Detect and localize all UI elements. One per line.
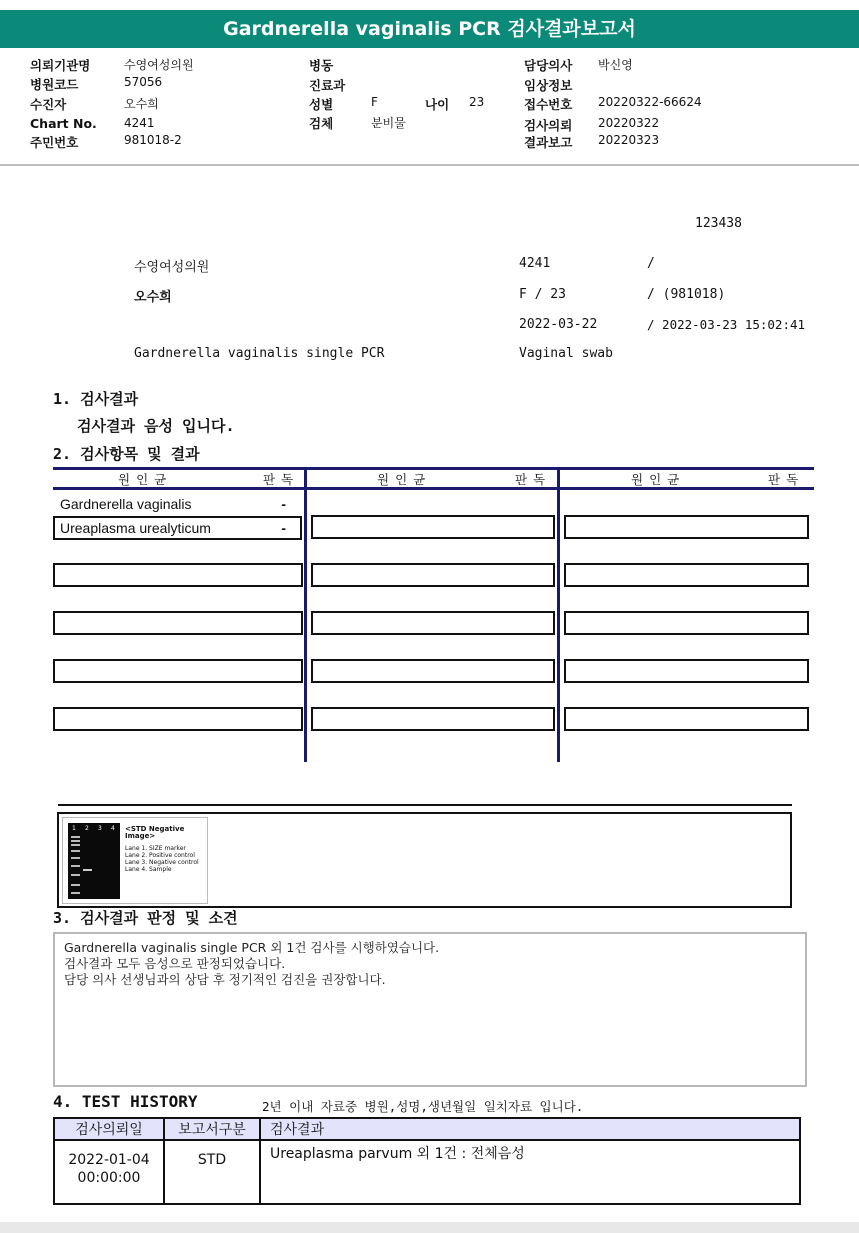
column-divider — [304, 467, 307, 762]
header-label: 주민번호 — [30, 135, 79, 150]
empty-result-cell — [311, 659, 555, 683]
header-label: 병동 — [309, 58, 334, 73]
empty-result-cell — [53, 659, 303, 683]
result-value: - — [281, 520, 286, 536]
history-date-cell — [54, 1140, 164, 1204]
history-time: 00:00:00 — [77, 1170, 141, 1186]
col-header-result: 판독 — [263, 472, 300, 487]
header-label: Chart No. — [30, 116, 97, 131]
section-2-title: 2. 검사항목 및 결과 — [53, 445, 200, 463]
empty-result-cell — [53, 611, 303, 635]
patient-name: 오수희 — [134, 290, 172, 305]
header-label: 의뢰기관명 — [30, 58, 91, 73]
header-label: 수진자 — [30, 97, 67, 112]
report-datetime: / 2022-03-23 15:02:41 — [647, 317, 806, 332]
history-header: 보고서구분 — [164, 1118, 260, 1140]
section-1-title: 1. 검사결과 — [53, 390, 139, 408]
history-type: STD — [164, 1140, 260, 1204]
opinion-line: Gardnerella vaginalis single PCR 외 1건 검사를 시행하였습니다. — [64, 940, 440, 955]
history-row — [54, 1140, 800, 1204]
header-value: 박신영 — [598, 58, 633, 72]
col-header-organism: 원인균 — [377, 472, 432, 487]
empty-result-cell — [564, 659, 809, 683]
test-name: Gardnerella vaginalis single PCR — [134, 346, 385, 361]
organism-name: Gardnerella vaginalis — [60, 496, 192, 512]
section-3-title: 3. 검사결과 판정 및 소견 — [53, 909, 238, 927]
header-value: 20220322 — [598, 116, 660, 130]
result-row — [53, 492, 302, 516]
history-header: 검사결과 — [260, 1118, 800, 1140]
organism-name: Ureaplasma urealyticum — [60, 520, 211, 536]
col-header-result: 판독 — [768, 472, 805, 487]
header-label: 임상정보 — [524, 78, 573, 93]
header-label: 검사의뢰 — [524, 118, 573, 133]
opinion-box — [53, 932, 807, 1087]
header-label: 나이 — [425, 97, 450, 112]
header-label: 검체 — [309, 116, 334, 131]
header-label: 진료과 — [309, 78, 346, 93]
request-date: 2022-03-22 — [519, 317, 598, 332]
lane-number: 4 — [111, 825, 115, 832]
col-header-organism: 원인균 — [631, 472, 686, 487]
gel-image — [62, 817, 208, 904]
gel-legend-item: Lane 1. SIZE marker — [125, 845, 186, 852]
empty-result-cell — [564, 707, 809, 731]
history-header: 검사의뢰일 — [54, 1118, 164, 1140]
result-row — [53, 516, 302, 540]
empty-result-cell — [311, 515, 555, 539]
empty-result-cell — [564, 611, 809, 635]
opinion-line: 검사결과 모두 음성으로 판정되었습니다. — [64, 956, 286, 971]
opinion-line: 담당 의사 선생님과의 상담 후 정기적인 검진을 권장합니다. — [64, 972, 386, 987]
empty-result-cell — [311, 611, 555, 635]
gel-legend-title: <STD Negative Image> — [125, 825, 185, 840]
bottom-bar — [0, 1222, 859, 1233]
empty-result-cell — [311, 563, 555, 587]
header-value: 분비물 — [371, 116, 406, 130]
gel-legend-item: Lane 2. Positive control — [125, 852, 195, 859]
report-header — [0, 48, 859, 166]
col-header-result: 판독 — [515, 472, 552, 487]
empty-result-cell — [53, 563, 303, 587]
lane-number: 2 — [85, 825, 89, 832]
lane-number: 3 — [98, 825, 102, 832]
history-note: 2년 이내 자료중 병원,성명,생년월일 일치자료 입니다. — [262, 1099, 584, 1114]
gender-age: F / 23 — [519, 287, 566, 302]
empty-result-cell — [564, 563, 809, 587]
header-value: 수영여성의원 — [124, 58, 194, 72]
header-label: 접수번호 — [524, 97, 573, 112]
history-table — [53, 1117, 801, 1205]
header-value: 23 — [469, 95, 485, 109]
column-divider — [557, 467, 560, 762]
section-4-title: 4. TEST HISTORY — [53, 1092, 198, 1111]
col-header-organism: 원인균 — [118, 472, 173, 487]
history-result: Ureaplasma parvum 외 1건 : 전체음성 — [260, 1140, 800, 1204]
clinic-name: 수영여성의원 — [134, 260, 210, 275]
gel-legend-item: Lane 4. Sample — [125, 866, 172, 873]
report-title: Gardnerella vaginalis PCR 검사결과보고서 — [0, 10, 859, 48]
header-value: 4241 — [124, 116, 155, 130]
empty-result-cell — [53, 707, 303, 731]
header-label: 병원코드 — [30, 77, 79, 92]
header-label: 담당의사 — [524, 58, 573, 73]
header-value: 오수희 — [124, 97, 159, 111]
header-value: F — [371, 95, 378, 109]
empty-result-cell — [311, 707, 555, 731]
gel-photo — [68, 823, 120, 899]
header-value: 57056 — [124, 75, 163, 89]
birth-date: / (981018) — [647, 287, 726, 302]
header-value: 20220322-66624 — [598, 95, 702, 109]
result-value: - — [281, 496, 286, 512]
header-value: 20220323 — [598, 133, 660, 147]
gel-legend-item: Lane 3. Negative control — [125, 859, 199, 866]
empty-result-cell — [564, 515, 809, 539]
lane-number: 1 — [72, 825, 76, 832]
separator: / — [647, 256, 655, 271]
report-number: 123438 — [695, 216, 742, 231]
header-label: 결과보고 — [524, 135, 573, 150]
gel-image-frame — [57, 812, 792, 908]
history-date: 2022-01-04 — [68, 1152, 150, 1168]
result-summary: 검사결과 음성 입니다. — [77, 417, 235, 435]
specimen: Vaginal swab — [519, 346, 613, 361]
gel-legend — [125, 826, 207, 873]
header-value: 981018-2 — [124, 133, 182, 147]
header-label: 성별 — [309, 97, 334, 112]
chart-number: 4241 — [519, 256, 551, 271]
divider-line — [58, 804, 792, 806]
